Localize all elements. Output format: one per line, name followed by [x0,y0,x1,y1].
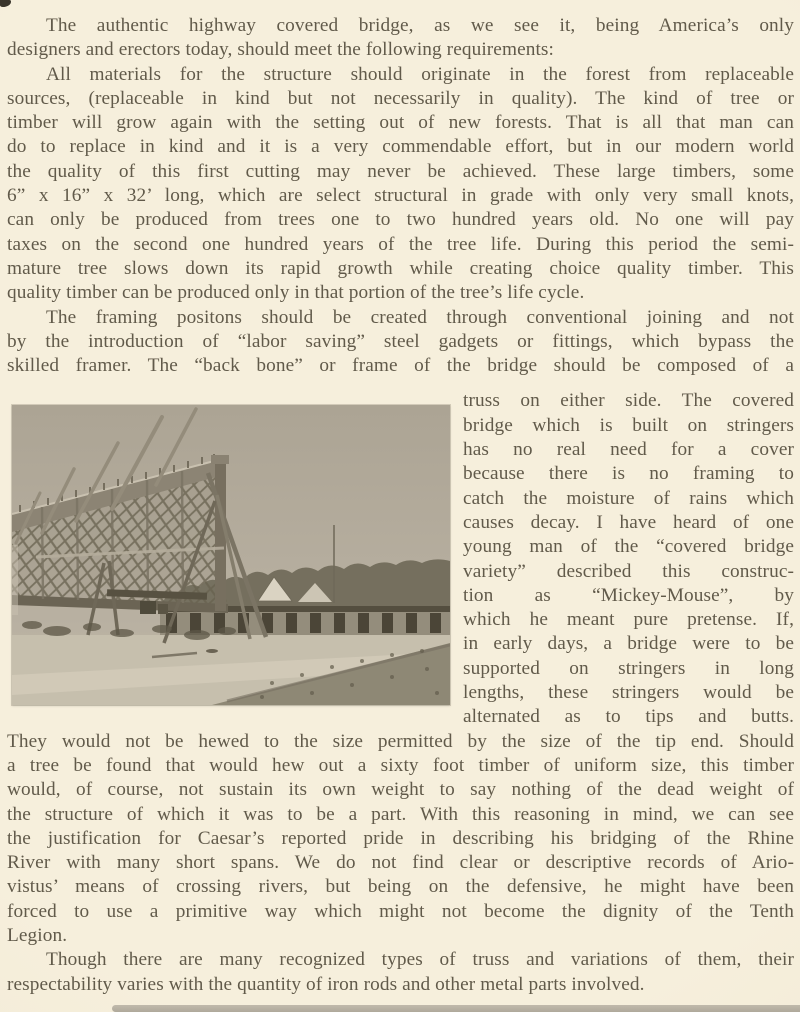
text-line: tion as “Mickey-Mouse”, by [463,584,794,606]
text-line: The framing positons should be created through conventional joining and not [46,306,794,328]
text-line: quality timber can be produced only in that portion of the tree’s life cycle. [7,282,585,304]
text-line: skilled framer. The “back bone” or frame of the bridge should be composed of a [7,355,794,377]
text-line: in early days, a bridge were to be [463,633,794,655]
text-below-photo [7,730,794,997]
text-line: can only be produced from trees one to two hundred years old. No one will pay [7,209,794,231]
text-line: They would not be hewed to the size permitted by the size of the tip end. Should [7,730,794,752]
text-line: would, of course, not sustain its own weight to say nothing of the dead weight of [7,779,794,801]
bridge-construction-photo [12,405,450,705]
document-text [7,14,794,997]
text-line: All materials for the structure should originate in the forest from replaceable [46,63,794,85]
text-line: young man of the “covered bridge [463,536,794,558]
text-line: Though there are many recognized types of truss and variations of them, their [46,949,794,971]
text-line: vistus’ means of crossing rivers, but being on the defensive, he might have been [7,876,794,898]
text-above-photo [7,14,794,378]
text-line: causes decay. I have heard of one [463,511,794,533]
text-line: by the introduction of “labor saving” steel gadgets or fittings, which bypass the [7,330,794,352]
text-line: the structure of which it was to be a part. With this reasoning in mind, we can see [7,803,794,825]
text-line: the quality of this first cutting may never be achieved. These large timbers, some [7,160,794,182]
text-line: alternated as to tips and butts. [463,706,794,728]
text-line: catch the moisture of rains which [463,487,794,509]
text-line: has no real need for a cover [463,439,794,461]
text-line: truss on either side. The covered [463,390,794,412]
text-line: do to replace in kind and it is a very commendable effort, but in our modern world [7,136,794,158]
text-line: because there is no framing to [463,463,794,485]
text-line: bridge which is built on stringers [463,414,794,436]
text-line: taxes on the second one hundred years of the tree life. During this period the semi- [7,233,794,255]
text-line: timber will grow again with the setting out of new forests. That is all that man can [7,112,794,134]
text-line: designers and erectors today, should meet the following requirements: [7,39,554,61]
text-beside-photo [463,389,794,729]
text-line: a tree be found that would hew out a sixty foot timber of uniform size, this timber [7,754,794,776]
text-line: The authentic highway covered bridge, as we see it, being America’s only [46,15,794,36]
text-line: supported on stringers in long [463,657,794,679]
page-edge-shadow [112,1005,800,1012]
text-line: which he meant pure pretense. If, [463,609,794,631]
text-line: the justification for Caesar’s reported pride in describing his bridging of the Rhine [7,827,794,849]
text-line: respectability varies with the quantity of iron rods and other metal parts involved. [7,973,645,995]
bridge-photo-graphic [12,405,450,705]
text-line: 6” x 16” x 32’ long, which are select structural in grade with only very small knots, [7,185,794,207]
text-line: lengths, these stringers would be [463,682,794,704]
text-line: sources, (replaceable in kind but not necessarily in quality). The kind of tree or [7,87,794,109]
text-line: River with many short spans. We do not find clear or descriptive records of Ario- [7,852,794,874]
text-line: mature tree slows down its rapid growth while creating choice quality timber. This [7,257,794,279]
text-line: forced to use a primitive way which might not become the dignity of the Tenth [7,900,794,922]
photo-row [7,389,794,729]
text-line: variety” described this construc- [463,560,794,582]
text-line: Legion. [7,924,68,946]
